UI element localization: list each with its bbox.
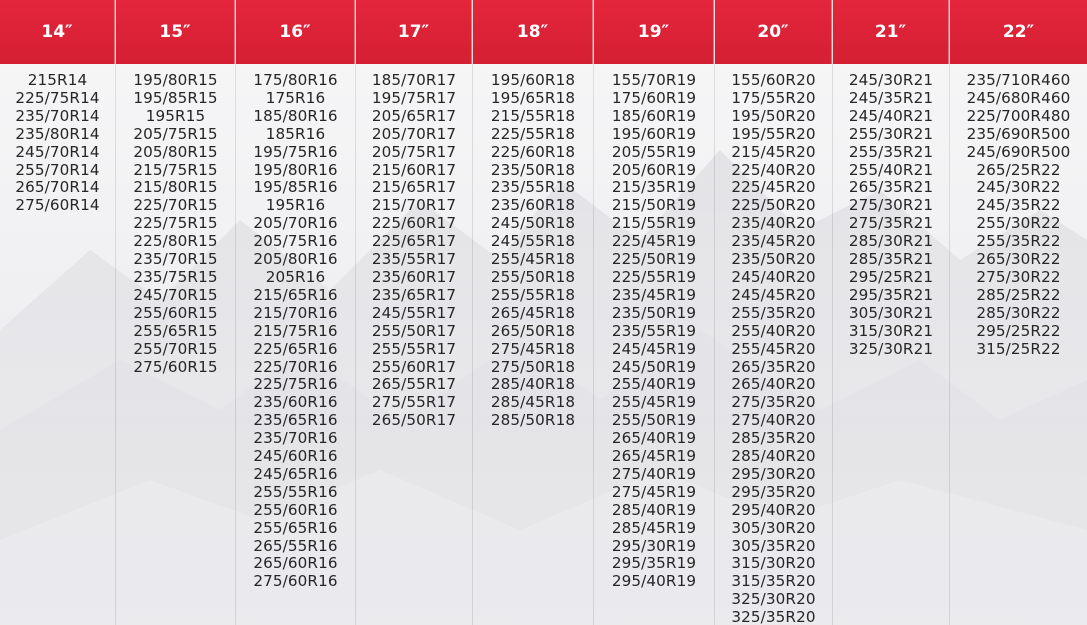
column-22: [950, 0, 1087, 625]
tire-size-item: 205/80R15: [133, 142, 218, 161]
tire-size-item: 285/40R20: [731, 447, 816, 466]
tire-size-item: 255/60R16: [253, 500, 338, 519]
column-19: [594, 0, 715, 625]
tire-size-item: 325/30R20: [731, 590, 816, 609]
tire-size-item: 285/45R19: [611, 518, 697, 537]
tire-size-item: 225/65R16: [253, 339, 338, 358]
header-20-inch: 20″: [715, 0, 832, 64]
size-list-14: [0, 64, 115, 215]
size-list-19: [594, 64, 714, 591]
tire-size-item: 205/80R16: [253, 250, 338, 269]
tire-size-item: 255/55R17: [371, 339, 457, 358]
tire-size-item: 205/75R16: [253, 232, 338, 251]
tire-size-item: 235/55R17: [371, 250, 457, 269]
tire-size-item: 255/70R14: [15, 160, 100, 179]
tire-size-item: 215/65R17: [371, 178, 457, 197]
column-21: [833, 0, 950, 625]
tire-size-item: 235/70R14: [15, 106, 100, 125]
tire-size-item: 215/60R17: [371, 160, 457, 179]
tire-size-item: 225/55R18: [490, 124, 576, 143]
tire-size-item: 305/35R20: [731, 536, 816, 555]
tire-size-item: 275/30R22: [976, 267, 1061, 286]
tire-size-item: 235/690R500: [966, 124, 1071, 143]
tire-size-item: 245/70R14: [15, 142, 100, 161]
tire-size-item: 295/35R20: [731, 482, 816, 501]
tire-size-item: 215/65R16: [253, 285, 338, 304]
column-16: [236, 0, 356, 625]
tire-size-item: 225/70R16: [253, 357, 338, 376]
tire-size-item: 225/75R14: [15, 88, 100, 107]
tire-size-item: 245/40R21: [848, 106, 934, 125]
tire-size-item: 215/75R16: [253, 321, 338, 340]
column-17: [356, 0, 473, 625]
tire-size-item: 195/55R20: [731, 124, 816, 143]
column-15: [116, 0, 236, 625]
tire-size-item: 245/50R18: [490, 214, 576, 233]
tire-size-item: 175/55R20: [731, 88, 816, 107]
tire-size-item: 155/70R19: [611, 71, 697, 89]
header-19-inch: 19″: [594, 0, 714, 64]
tire-size-item: 235/80R14: [15, 124, 100, 143]
size-list-17: [356, 64, 472, 430]
tire-size-item: 265/45R18: [490, 303, 576, 322]
tire-size-item: 225/50R20: [731, 196, 816, 215]
tire-size-item: 255/40R21: [848, 160, 934, 179]
tire-size-item: 195/50R20: [731, 106, 816, 125]
tire-size-item: 265/25R22: [976, 160, 1061, 179]
tire-size-item: 275/30R21: [848, 196, 934, 215]
tire-size-item: 205R16: [265, 267, 326, 286]
tire-size-item: 255/65R16: [253, 518, 338, 537]
tire-size-item: 215/55R19: [611, 214, 697, 233]
tire-size-item: 245/35R21: [848, 88, 934, 107]
tire-size-item: 235/75R15: [133, 267, 218, 286]
tire-size-item: 275/55R17: [371, 393, 457, 412]
tire-size-item: 205/65R17: [371, 106, 457, 125]
tire-size-item: 235/65R17: [371, 285, 457, 304]
tire-size-item: 215/35R19: [611, 178, 697, 197]
tire-size-item: 215/50R19: [611, 196, 697, 215]
column-14: [0, 0, 116, 625]
tire-size-item: 265/60R16: [253, 554, 338, 573]
tire-size-item: 195/75R16: [253, 142, 338, 161]
tire-size-item: 215R14: [27, 71, 88, 89]
tire-size-item: 205/70R17: [371, 124, 457, 143]
tire-size-item: 275/35R21: [848, 214, 934, 233]
tire-size-item: 235/60R17: [371, 267, 457, 286]
tire-size-item: 235/40R20: [731, 214, 816, 233]
header-17-inch: 17″: [356, 0, 472, 64]
tire-size-item: 195R16: [265, 196, 326, 215]
tire-size-item: 245/40R20: [731, 267, 816, 286]
tire-size-item: 255/55R16: [253, 482, 338, 501]
tire-size-item: 315/30R20: [731, 554, 816, 573]
tire-size-item: 195/60R19: [611, 124, 697, 143]
tire-size-item: 245/65R16: [253, 464, 338, 483]
tire-size-item: 245/55R17: [371, 303, 457, 322]
tire-size-item: 265/55R16: [253, 536, 338, 555]
tire-size-item: 285/30R22: [976, 303, 1061, 322]
tire-size-item: 235/65R16: [253, 411, 338, 430]
tire-size-item: 195/60R18: [490, 71, 576, 89]
tire-size-item: 255/45R19: [611, 393, 697, 412]
tire-size-item: 215/75R15: [133, 160, 218, 179]
tire-size-item: 235/70R16: [253, 429, 338, 448]
tire-size-item: 245/70R15: [133, 285, 218, 304]
tire-size-item: 255/30R21: [848, 124, 934, 143]
tire-size-item: 285/35R20: [731, 429, 816, 448]
tire-size-item: 195/85R16: [253, 178, 338, 197]
size-list-16: [236, 64, 355, 591]
tire-size-item: 205/70R16: [253, 214, 338, 233]
tire-size-item: 265/40R20: [731, 375, 816, 394]
tire-size-item: 295/30R19: [611, 536, 697, 555]
tire-size-item: 295/25R21: [848, 267, 934, 286]
tire-size-item: 235/50R18: [490, 160, 576, 179]
column-18: [473, 0, 594, 625]
tire-size-item: 275/60R14: [15, 196, 100, 215]
size-list-18: [473, 64, 593, 430]
tire-size-item: 255/60R17: [371, 357, 457, 376]
tire-size-item: 185/80R16: [253, 106, 338, 125]
tire-size-item: 195/80R16: [253, 160, 338, 179]
tire-size-item: 285/25R22: [976, 285, 1061, 304]
tire-size-item: 295/25R22: [976, 321, 1061, 340]
tire-size-item: 265/35R20: [731, 357, 816, 376]
tire-size-item: 325/35R20: [731, 608, 816, 625]
tire-size-item: 295/35R21: [848, 285, 934, 304]
tire-size-item: 285/45R18: [490, 393, 576, 412]
tire-size-item: 305/30R20: [731, 518, 816, 537]
tire-size-item: 245/30R21: [848, 71, 934, 89]
tire-size-item: 265/50R18: [490, 321, 576, 340]
tire-size-item: 255/35R20: [731, 303, 816, 322]
tire-size-item: 255/70R15: [133, 339, 218, 358]
tire-size-item: 225/50R19: [611, 250, 697, 269]
tire-size-item: 295/30R20: [731, 464, 816, 483]
tire-size-item: 255/35R21: [848, 142, 934, 161]
tire-size-item: 195/75R17: [371, 88, 457, 107]
size-list-22: [950, 64, 1087, 359]
header-18-inch: 18″: [473, 0, 593, 64]
tire-size-item: 275/50R18: [490, 357, 576, 376]
tire-size-item: 315/25R22: [976, 339, 1061, 358]
tire-size-item: 265/40R19: [611, 429, 697, 448]
tire-size-item: 225/45R20: [731, 178, 816, 197]
tire-size-item: 285/40R18: [490, 375, 576, 394]
tire-size-item: 265/50R17: [371, 411, 457, 430]
tire-size-item: 235/50R19: [611, 303, 697, 322]
tire-size-item: 225/45R19: [611, 232, 697, 251]
tire-size-item: 245/50R19: [611, 357, 697, 376]
tire-size-item: 195/65R18: [490, 88, 576, 107]
tire-size-item: 255/50R19: [611, 411, 697, 430]
tire-size-item: 195/80R15: [133, 71, 218, 89]
size-list-20: [715, 64, 832, 625]
tire-size-item: 225/55R19: [611, 267, 697, 286]
tire-size-item: 245/55R18: [490, 232, 576, 251]
tire-size-item: 235/70R15: [133, 250, 218, 269]
header-15-inch: 15″: [116, 0, 235, 64]
tire-size-item: 265/70R14: [15, 178, 100, 197]
tire-size-item: 255/45R20: [731, 339, 816, 358]
tire-size-item: 195R15: [145, 106, 206, 125]
tire-size-item: 255/60R15: [133, 303, 218, 322]
tire-size-item: 275/45R19: [611, 482, 697, 501]
tire-size-item: 225/60R17: [371, 214, 457, 233]
tire-size-item: 205/60R19: [611, 160, 697, 179]
tire-size-item: 225/75R15: [133, 214, 218, 233]
tire-size-item: 215/55R18: [490, 106, 576, 125]
tire-size-item: 245/30R22: [976, 178, 1061, 197]
tire-size-item: 235/710R460: [966, 71, 1071, 89]
tire-size-item: 245/690R500: [966, 142, 1071, 161]
tire-size-item: 185R16: [265, 124, 326, 143]
tire-size-item: 155/60R20: [731, 71, 816, 89]
tire-size-item: 265/45R19: [611, 447, 697, 466]
tire-size-item: 255/40R20: [731, 321, 816, 340]
tire-size-item: 205/75R17: [371, 142, 457, 161]
tire-size-item: 235/55R18: [490, 178, 576, 197]
tire-size-item: 255/50R18: [490, 267, 576, 286]
tire-size-item: 255/40R19: [611, 375, 697, 394]
tire-size-item: 265/55R17: [371, 375, 457, 394]
tire-size-item: 225/700R480: [966, 106, 1071, 125]
header-16-inch: 16″: [236, 0, 355, 64]
tire-size-item: 245/35R22: [976, 196, 1061, 215]
tire-size-item: 255/45R18: [490, 250, 576, 269]
tire-size-item: 235/45R20: [731, 232, 816, 251]
tire-size-item: 275/45R18: [490, 339, 576, 358]
tire-size-item: 225/40R20: [731, 160, 816, 179]
tire-size-item: 175R16: [265, 88, 326, 107]
size-list-21: [833, 64, 949, 359]
tire-size-item: 205/75R15: [133, 124, 218, 143]
tire-size-item: 215/70R17: [371, 196, 457, 215]
tire-size-item: 185/70R17: [371, 71, 457, 89]
tire-size-item: 245/45R20: [731, 285, 816, 304]
tire-size-item: 255/30R22: [976, 214, 1061, 233]
tire-size-item: 275/35R20: [731, 393, 816, 412]
tire-size-item: 285/50R18: [490, 411, 576, 430]
tire-size-item: 265/35R21: [848, 178, 934, 197]
tire-size-item: 195/85R15: [133, 88, 218, 107]
tire-size-item: 175/60R19: [611, 88, 697, 107]
tire-size-item: 305/30R21: [848, 303, 934, 322]
tire-size-item: 275/60R15: [133, 357, 218, 376]
tire-size-item: 225/65R17: [371, 232, 457, 251]
tire-size-item: 205/55R19: [611, 142, 697, 161]
tire-size-item: 285/35R21: [848, 250, 934, 269]
tire-size-item: 235/55R19: [611, 321, 697, 340]
tire-size-item: 275/60R16: [253, 572, 338, 591]
tire-size-item: 255/65R15: [133, 321, 218, 340]
tire-size-item: 255/55R18: [490, 285, 576, 304]
tire-size-item: 315/30R21: [848, 321, 934, 340]
tire-size-item: 215/45R20: [731, 142, 816, 161]
tire-size-item: 215/70R16: [253, 303, 338, 322]
tire-size-item: 265/30R22: [976, 250, 1061, 269]
tire-size-item: 235/50R20: [731, 250, 816, 269]
tire-size-item: 325/30R21: [848, 339, 934, 358]
tire-size-item: 295/40R20: [731, 500, 816, 519]
tire-size-item: 235/60R18: [490, 196, 576, 215]
size-list-15: [116, 64, 235, 376]
tire-size-item: 175/80R16: [253, 71, 338, 89]
tire-size-item: 285/30R21: [848, 232, 934, 251]
column-20: [715, 0, 833, 625]
tire-size-item: 295/40R19: [611, 572, 697, 591]
tire-size-item: 215/80R15: [133, 178, 218, 197]
tire-size-item: 235/60R16: [253, 393, 338, 412]
tire-size-item: 255/50R17: [371, 321, 457, 340]
tire-size-item: 295/35R19: [611, 554, 697, 573]
tire-size-item: 275/40R19: [611, 464, 697, 483]
tire-size-item: 245/680R460: [966, 88, 1071, 107]
tire-size-item: 275/40R20: [731, 411, 816, 430]
tire-size-item: 245/60R16: [253, 447, 338, 466]
tire-size-item: 225/75R16: [253, 375, 338, 394]
tire-size-item: 225/60R18: [490, 142, 576, 161]
header-21-inch: 21″: [833, 0, 949, 64]
header-14-inch: 14″: [0, 0, 115, 64]
tire-size-item: 225/70R15: [133, 196, 218, 215]
tire-size-item: 285/40R19: [611, 500, 697, 519]
tire-size-item: 235/45R19: [611, 285, 697, 304]
header-22-inch: 22″: [950, 0, 1087, 64]
tire-size-item: 255/35R22: [976, 232, 1061, 251]
tire-size-item: 185/60R19: [611, 106, 697, 125]
tire-size-item: 225/80R15: [133, 232, 218, 251]
tire-size-item: 245/45R19: [611, 339, 697, 358]
tire-size-item: 315/35R20: [731, 572, 816, 591]
